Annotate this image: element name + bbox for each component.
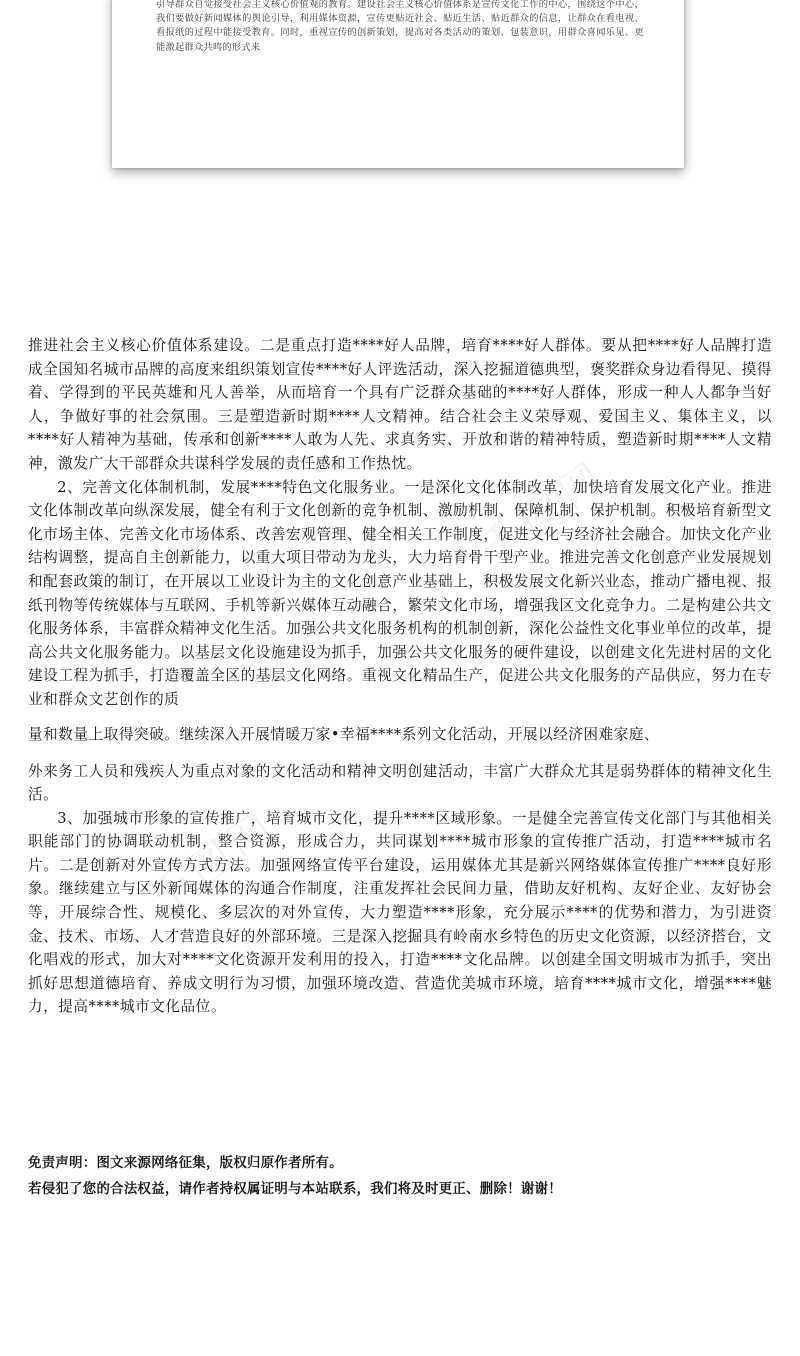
paragraph: 推进社会主义核心价值体系建设。二是重点打造****好人品牌，培育****好人群体。要从把****好人品牌打造成全国知名城市品牌的高度来组织策划宣传****好人评选活动，深入挖掘道德典型，褒奖群众身边看得见、摸得着、学得到的平民英雄和凡人善举，从而培育一个具有广泛群众基础的****好人群体，形成一种人人都争当好人，争做好事的社会氛围。三是塑造新时期****人文精神。结合社会主义荣辱观、爱国主义、集体主义，以****好人精神为基础，传承和创新****人敢为人先、求真务实、开放和谐的精神特质，塑造新时期****人文精神，激发广大干部群众共谋科学发展的责任感和工作热忱。	[28, 337, 772, 472]
paragraph: 3、加强城市形象的宣传推广，培育城市文化，提升****区域形象。一是健全完善宣传文化部门与其他相关职能部门的协调联动机制，整合资源，形成合力，共同谋划****城市形象的宣传推广活动，打造****城市名片。二是创新对外宣传方式方法。加强网络宣传平台建设，运用媒体尤其是新兴网络媒体宣传推广****良好形象。继续建立与区外新闻媒体的沟通合作制度，注重发挥社会民间力量，借助友好机构、友好企业、友好协会等，开展综合性、规模化、多层次的对外宣传，大力塑造****形象，充分展示****的优势和潜力，为引进资金、技术、市场、人才营造良好的外部环境。三是深入挖掘具有岭南水乡特色的历史文化资源，以经济搭台，文化唱戏的形式，加大对****文化资源开发利用的投入，打造****文化品牌。以创建全国文明城市为抓手，突出抓好思想道德培育、养成文明行为习惯，加强环境改造、营造优美城市环境，培育****城市文化，增强****魅力，提高****城市文化品位。	[28, 809, 772, 1016]
watermark-1: 千图网	[470, 450, 617, 574]
paragraph: 外来务工人员和残疾人为重点对象的文化活动和精神文明创建活动，丰富广大群众尤其是弱势群体的精神文化生活。	[28, 762, 772, 804]
article-body	[28, 334, 772, 1019]
document-preview-card	[112, 0, 684, 168]
paragraph: 2、完善文化体制机制，发展****特色文化服务业。一是深化文化体制改革，加快培育发展文化产业。推进文化体制改革向纵深发展，健全有利于文化创新的竞争机制、激励机制、保障机制、保护机制。积极培育新型文化市场主体、完善文化市场体系、改善宏观管理、健全相关工作制度，促进文化与经济社会融合。加快文化产业结构调整，提高自主创新能力，以重大项目带动为龙头，大力培育骨干型产业。推进完善文化创意产业发展规划和配套政策的制订，在开展以工业设计为主的文化创意产业基础上，积极发展文化新兴业态，推动广播电视、报纸刊物等传统媒体与互联网、手机等新兴媒体互动融合，繁荣文化市场，增强我区文化竞争力。二是构建公共文化服务体系，丰富群众精神文化生活。加强公共文化服务机构的机制创新，深化公益性文化事业单位的改革，提高公共文化服务能力。以基层文化设施建设为抓手，加强公共文化服务的硬件建设，以创建文化先进村居的文化建设工程为抓手，打造覆盖全区的基层文化网络。重视文化精品生产，促进公共文化服务的产品供应，努力在专业和群众文艺创作的质	[28, 478, 772, 708]
disclaimer	[28, 1150, 772, 1202]
watermark-2: 千图网	[140, 800, 287, 924]
disclaimer-line: 若侵犯了您的合法权益，请作者持权属证明与本站联系，我们将及时更正、删除！谢谢！	[28, 1181, 562, 1197]
disclaimer-line: 免责声明：图文来源网络征集，版权归原作者所有。	[28, 1155, 343, 1171]
paragraph: 量和数量上取得突破。继续深入开展情暖万家•幸福****系列文化活动，开展以经济困难家庭、	[28, 725, 660, 743]
document-preview-text: 引导群众自觉接受社会主义核心价值观的教育。建设社会主义核心价值体系是宣传文化工作的中心，围绕这个中心，我们要做好新闻媒体的舆论引导，利用媒体资源，宣传更贴近社会、贴近生活、贴近群众的信息，让群众在看电视、看报纸的过程中能接受教育。同时，重视宣传的创新策划，提高对各类活动的策划、包装意识，用群众喜闻乐见、更能激起群众共鸣的形式来	[156, 0, 644, 53]
